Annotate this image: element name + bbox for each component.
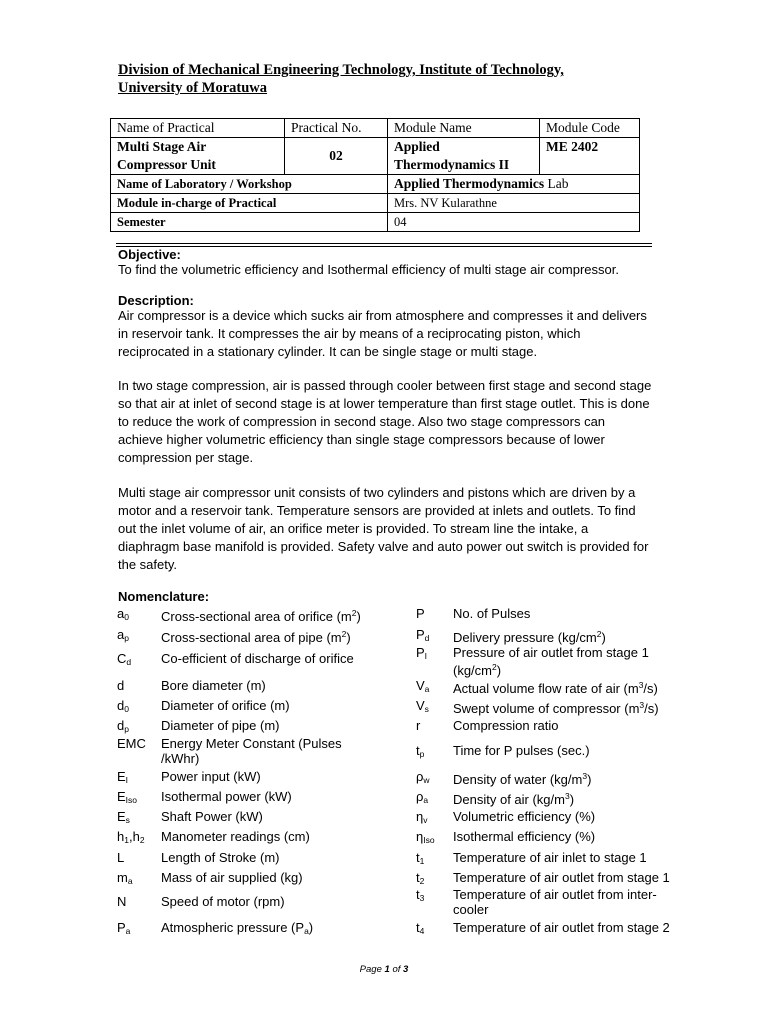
semester-value: 04	[388, 213, 640, 232]
description-text: Actual volume flow rate of air (m	[453, 681, 639, 696]
symbol-subscript: 2	[419, 876, 425, 886]
nomenclature-description	[161, 606, 393, 624]
description-text: )	[356, 609, 361, 624]
nomenclature-symbol	[117, 809, 130, 825]
footer-page-word: Page	[359, 964, 382, 975]
symbol-text: P	[117, 920, 126, 935]
description-text: Density of water (kg/m	[453, 772, 583, 787]
symbol-subscript: p	[419, 749, 425, 759]
nomenclature-description	[453, 743, 693, 758]
symbol-text: V	[416, 698, 425, 713]
symbol-text: EMC	[117, 736, 146, 751]
nomenclature-symbol	[416, 678, 429, 694]
description-text: Diameter of orifice (m)	[161, 698, 290, 713]
module-name-cell	[388, 138, 540, 175]
lab-value-plain: Lab	[547, 176, 569, 191]
description-text: Temperature of air outlet from stage 1	[453, 870, 670, 885]
symbol-text: ρ	[416, 789, 424, 804]
nomenclature-symbol	[416, 829, 435, 845]
description-superscript: 2	[596, 629, 602, 639]
desc-p2-line: so that air at inlet of second stage is at lower temperature than first stage outlet. This is done	[118, 396, 650, 411]
nomenclature-description	[161, 627, 393, 645]
description-title: Description:	[118, 293, 194, 308]
module-code-value: ME 2402	[540, 138, 640, 175]
divider-top	[116, 243, 652, 244]
desc-p1-line: Air compressor is a device which sucks air from atmosphere and compresses it and delivers	[118, 308, 647, 323]
symbol-text: η	[416, 809, 424, 824]
lab-value	[388, 175, 640, 194]
description-text: Delivery pressure (kg/cm	[453, 630, 597, 645]
nomenclature-description	[161, 769, 393, 784]
desc-p2-line: compression per stage.	[118, 450, 254, 465]
practical-name-cell	[111, 138, 285, 175]
description-superscript: 2	[341, 629, 347, 639]
lab-value-bold: Applied Thermodynamics	[394, 176, 545, 191]
description-text: Volumetric efficiency (%)	[453, 809, 596, 824]
nomenclature-symbol	[117, 850, 124, 865]
symbol-text: E	[117, 789, 126, 804]
module-name-line-1: Applied	[394, 139, 440, 154]
nomenclature-symbol	[117, 894, 126, 909]
nomenclature-symbol	[117, 789, 137, 805]
symbol-subscript: 3	[419, 893, 425, 903]
description-text: Temperature of air outlet from inter-	[453, 887, 657, 902]
nomenclature-description	[453, 829, 693, 844]
nomenclature-description	[161, 829, 393, 844]
nomenclature-symbol	[416, 850, 424, 866]
description-text: Density of air (kg/m	[453, 792, 565, 807]
objective-text: To find the volumetric efficiency and Isothermal efficiency of multi stage air compressor.	[118, 262, 619, 277]
description-line	[161, 850, 393, 865]
practical-no-value: 02	[285, 138, 388, 175]
desc-p3-line: out the inlet volume of air, an orifice meter is provided. To stream line the intake, a	[118, 521, 589, 536]
description-line	[161, 870, 393, 885]
divider-bottom	[116, 246, 652, 247]
description-line	[161, 698, 393, 713]
symbol-text: t	[416, 850, 420, 865]
description-paragraph-2	[118, 377, 658, 467]
nomenclature-symbol	[117, 606, 129, 622]
symbol-subscript: p	[124, 724, 129, 734]
lab-label: Name of Laboratory / Workshop	[111, 175, 388, 194]
nomenclature-symbol	[117, 627, 129, 643]
description-superscript: 2	[351, 608, 357, 618]
description-line	[453, 660, 693, 678]
symbol-subscript: 0	[124, 612, 129, 622]
th-name-of-practical: Name of Practical	[111, 119, 285, 138]
description-line	[453, 627, 693, 645]
description-superscript: 3	[639, 700, 645, 710]
nomenclature-symbol	[416, 789, 428, 805]
nomenclature-symbol	[416, 769, 430, 785]
practical-name-line-2: Compressor Unit	[117, 157, 216, 172]
symbol-text: V	[416, 678, 425, 693]
symbol-text: d	[117, 678, 125, 693]
description-line	[453, 698, 693, 716]
nomenclature-symbol	[416, 743, 424, 759]
symbol-subscript: s	[424, 704, 429, 714]
symbol-subscript: v	[423, 815, 428, 825]
nomenclature-symbol	[117, 651, 131, 667]
symbol-subscript: I	[424, 651, 428, 661]
symbol-text: P	[416, 627, 425, 642]
institution-header	[118, 61, 638, 97]
description-line	[453, 718, 693, 733]
semester-label: Semester	[111, 213, 388, 232]
description-paragraph-1	[118, 307, 658, 361]
nomenclature-description	[161, 789, 393, 804]
symbol-text: ,h	[128, 829, 140, 844]
objective-title: Objective:	[118, 247, 181, 262]
nomenclature-description	[453, 606, 693, 621]
module-name-line-2: Thermodynamics II	[394, 157, 510, 172]
symbol-text: t	[416, 870, 420, 885]
page-footer	[0, 964, 768, 975]
nomenclature-symbol	[117, 829, 145, 845]
nomenclature-symbol	[117, 870, 133, 886]
desc-p3-line: diaphragm base manifold is provided. Safety valve and auto power out switch is provided for	[118, 539, 649, 554]
description-text: Speed of motor (rpm)	[161, 894, 285, 909]
description-text: /s)	[644, 701, 659, 716]
desc-p3-line: Multi stage air compressor unit consists of two cylinders and pistons which are driven by a	[118, 485, 636, 500]
description-text: No. of Pulses	[453, 606, 531, 621]
symbol-subscript: 0	[124, 704, 129, 714]
description-line	[453, 606, 693, 621]
description-text: )	[587, 772, 592, 787]
desc-p1-line: in reservoir tank. It compresses the air by means of a reciprocating piston, which	[118, 326, 581, 341]
symbol-subscript: a	[127, 876, 133, 886]
symbol-subscript: s	[125, 815, 130, 825]
symbol-subscript: 1	[124, 835, 129, 845]
description-text: Manometer readings (cm)	[161, 829, 310, 844]
th-module-name: Module Name	[388, 119, 540, 138]
description-line	[453, 678, 693, 696]
nomenclature-description	[453, 678, 693, 696]
description-text: /s)	[643, 681, 658, 696]
incharge-label: Module in-charge of Practical	[111, 194, 388, 213]
description-text: Atmospheric pressure (P	[161, 920, 305, 935]
symbol-text: L	[117, 850, 125, 865]
description-line	[453, 887, 693, 902]
th-module-code: Module Code	[540, 119, 640, 138]
description-superscript: 3	[638, 680, 644, 690]
description-line	[161, 627, 393, 645]
description-line	[453, 829, 693, 844]
desc-p3-line: the safety.	[118, 557, 178, 572]
nomenclature-symbol	[416, 809, 427, 825]
symbol-subscript: a	[424, 684, 430, 694]
header-line-2: University of Moratuwa	[118, 80, 268, 96]
symbol-subscript: p	[124, 633, 129, 643]
description-text: Compression ratio	[453, 718, 559, 733]
nomenclature-description	[453, 698, 693, 716]
description-superscript: 2	[492, 662, 497, 672]
symbol-subscript: d	[424, 633, 430, 643]
description-line	[161, 829, 393, 844]
symbol-text: t	[416, 920, 420, 935]
nomenclature-description	[453, 789, 693, 807]
description-line	[453, 809, 693, 824]
symbol-text: t	[416, 887, 420, 902]
description-text: Energy Meter Constant (Pulses	[161, 736, 342, 751]
description-text: Temperature of air inlet to stage 1	[453, 850, 647, 865]
description-paragraph-3	[118, 484, 658, 574]
nomenclature-description	[161, 870, 393, 885]
nomenclature-description	[161, 678, 393, 693]
description-text: Mass of air supplied (kg)	[161, 870, 303, 885]
header-line-1: Division of Mechanical Engineering Technology, Institute of Technology,	[118, 62, 564, 78]
description-text: Shaft Power (kW)	[161, 809, 263, 824]
description-line	[453, 769, 693, 787]
description-line	[453, 743, 693, 758]
nomenclature-description	[161, 920, 393, 939]
nomenclature-description	[161, 894, 393, 909]
description-superscript: 3	[582, 771, 588, 781]
nomenclature-symbol	[117, 678, 124, 693]
desc-p1-line: reciprocated in a stationary cylinder. It can be single stage or multi stage.	[118, 344, 538, 359]
symbol-subscript: 2	[139, 835, 145, 845]
nomenclature-description	[161, 809, 393, 824]
symbol-subscript: 4	[419, 926, 425, 936]
nomenclature-description	[453, 870, 693, 885]
nomenclature-description	[453, 718, 693, 733]
symbol-subscript: I	[125, 775, 129, 785]
description-text: /kWhr)	[161, 751, 200, 766]
description-text: Bore diameter (m)	[161, 678, 266, 693]
symbol-text: r	[416, 718, 421, 733]
description-line	[161, 789, 393, 804]
description-line	[453, 920, 693, 935]
description-text: )	[346, 630, 351, 645]
description-line	[161, 736, 393, 751]
nomenclature-title: Nomenclature:	[118, 589, 210, 604]
description-subscript: a	[304, 926, 309, 936]
nomenclature-symbol	[416, 718, 420, 733]
symbol-text: h	[117, 829, 125, 844]
desc-p2-line: In two stage compression, air is passed through cooler between first stage and second stage	[118, 378, 652, 393]
nomenclature-description	[161, 736, 393, 766]
desc-p2-line: achieve higher volumetric efficiency than single stage compressors because of lower	[118, 432, 605, 447]
description-line	[161, 769, 393, 784]
symbol-text: N	[117, 894, 127, 909]
description-line	[453, 902, 693, 917]
symbol-text: d	[117, 718, 125, 733]
description-line	[453, 870, 693, 885]
nomenclature-symbol	[416, 870, 424, 886]
symbol-text: m	[117, 870, 128, 885]
nomenclature-symbol	[416, 887, 424, 903]
description-line	[161, 809, 393, 824]
nomenclature-symbol	[416, 698, 429, 714]
footer-of-word: of	[392, 964, 401, 975]
symbol-text: a	[117, 627, 125, 642]
symbol-text: P	[416, 645, 425, 660]
symbol-subscript: Iso	[125, 795, 138, 805]
nomenclature-description	[161, 850, 393, 865]
description-text: Time for P pulses (sec.)	[453, 743, 590, 758]
incharge-value: Mrs. NV Kularathne	[388, 194, 640, 213]
description-line	[453, 850, 693, 865]
description-text: cooler	[453, 902, 489, 917]
nomenclature-description	[161, 651, 393, 666]
description-text: Isothermal power (kW)	[161, 789, 292, 804]
description-text: )	[601, 630, 606, 645]
nomenclature-description	[453, 887, 693, 917]
description-line	[161, 718, 393, 733]
description-text: )	[496, 663, 502, 678]
description-line	[161, 894, 393, 909]
footer-page-number: 1	[384, 964, 390, 975]
description-text: )	[569, 792, 575, 807]
nomenclature-description	[161, 718, 393, 733]
symbol-subscript: a	[125, 926, 131, 936]
description-text: Length of Stroke (m)	[161, 850, 280, 865]
description-line	[453, 789, 693, 807]
nomenclature-description	[453, 627, 693, 645]
description-line	[161, 651, 393, 666]
nomenclature-symbol	[416, 645, 427, 661]
symbol-subscript: Iso	[423, 835, 435, 845]
nomenclature-symbol	[117, 736, 146, 751]
symbol-text: P	[416, 606, 425, 621]
symbol-subscript: d	[126, 657, 132, 667]
practical-info-table	[110, 118, 640, 232]
description-text: Co-efficient of discharge of orifice	[161, 651, 354, 666]
symbol-text: d	[117, 698, 125, 713]
nomenclature-description	[453, 809, 693, 824]
symbol-subscript: a	[423, 795, 429, 805]
description-line	[161, 920, 393, 939]
desc-p2-line: to reduce the work of compression in second stage. Also two stage compressors can	[118, 414, 606, 429]
nomenclature-symbol	[416, 627, 429, 643]
nomenclature-description	[453, 850, 693, 865]
description-line	[161, 751, 393, 766]
th-practical-no: Practical No.	[285, 119, 388, 138]
nomenclature-description	[453, 645, 693, 678]
nomenclature-symbol	[416, 920, 424, 936]
nomenclature-symbol	[117, 698, 129, 714]
description-text: )	[308, 920, 314, 935]
nomenclature-description	[161, 698, 393, 713]
description-text: Power input (kW)	[161, 769, 261, 784]
nomenclature-symbol	[416, 606, 425, 621]
nomenclature-description	[453, 769, 693, 787]
description-text: (kg/cm	[453, 663, 492, 678]
footer-page-total: 3	[403, 964, 409, 975]
description-text: Temperature of air outlet from stage 2	[453, 920, 670, 935]
description-line	[453, 645, 693, 660]
description-text: Isothermal efficiency (%)	[453, 829, 596, 844]
symbol-text: t	[416, 743, 420, 758]
symbol-text: ρ	[416, 769, 424, 784]
description-text: Pressure of air outlet from stage 1	[453, 645, 649, 660]
symbol-subscript: 1	[419, 856, 425, 866]
description-line	[161, 606, 393, 624]
description-superscript: 3	[564, 791, 570, 801]
desc-p3-line: motor and a reservoir tank. Temperature sensors are provided at inlets and outlets. To find	[118, 503, 636, 518]
nomenclature-symbol	[117, 920, 130, 936]
symbol-text: a	[117, 606, 125, 621]
description-line	[161, 678, 393, 693]
nomenclature-symbol	[117, 718, 129, 734]
symbol-text: E	[117, 769, 126, 784]
nomenclature-symbol	[117, 769, 128, 785]
description-text: Swept volume of compressor (m	[453, 701, 640, 716]
description-text: Cross-sectional area of pipe (m	[161, 630, 342, 645]
symbol-subscript: w	[423, 775, 430, 785]
description-text: Cross-sectional area of orifice (m	[161, 609, 352, 624]
practical-name-line-1: Multi Stage Air	[117, 139, 207, 154]
nomenclature-description	[453, 920, 693, 935]
description-text: Diameter of pipe (m)	[161, 718, 280, 733]
symbol-text: η	[416, 829, 424, 844]
symbol-text: C	[117, 651, 127, 666]
symbol-text: E	[117, 809, 126, 824]
